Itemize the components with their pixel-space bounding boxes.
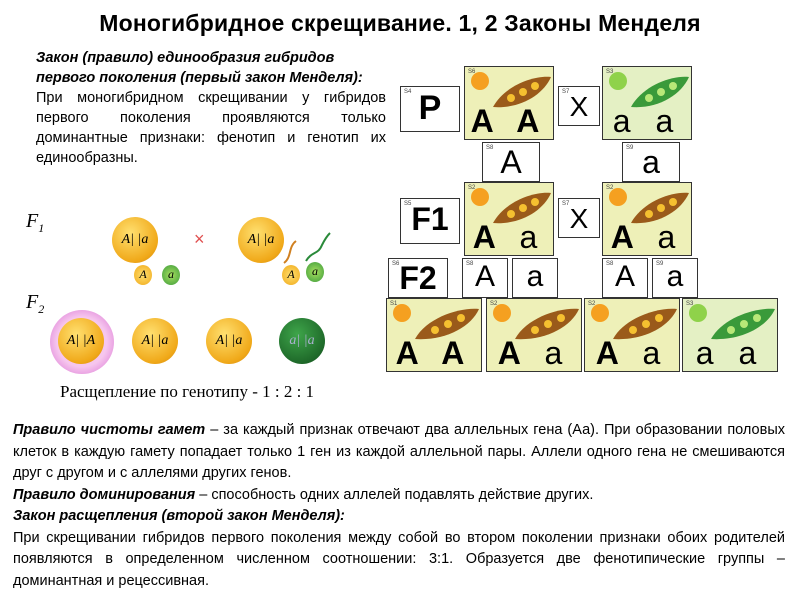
card-f1-label: S5 F1 (400, 198, 460, 244)
gamete-card-a: S9 a (652, 258, 698, 298)
gamete-card-A: S8 A (482, 142, 540, 182)
f2-offspring-AA: A| |A (58, 318, 104, 364)
segregation-law-heading: Закон расщепления (второй закон Менделя): (13, 508, 345, 524)
f2-offspring-Aa: A| |a (206, 318, 252, 364)
f1-label: $F_1$ (26, 210, 45, 235)
gamete-recessive: a (162, 265, 180, 285)
f2-offspring-aa: a| |a (279, 318, 325, 364)
ratio-value: 1 : 2 : 1 (262, 382, 315, 401)
pod-card-Aa: S2 A a (584, 298, 680, 372)
f2-offspring-Aa: A| |a (132, 318, 178, 364)
f2-label: $F_2$ (26, 291, 45, 316)
pod-card-AA: S1 A A (386, 298, 482, 372)
cross-symbol: × (194, 229, 205, 249)
pod-card-Aa: S2 A a (486, 298, 582, 372)
gamete-dominant: A (282, 265, 300, 285)
card-cross: S7 X (558, 86, 600, 126)
segregation-law-body: При скрещивании гибридов первого поколения между собой во втором поколении признаки обоих родителей появляются в определенном численном соотношении: 3:1. Образуется две фенотипические группы – доминантная и рецессивная. (13, 529, 785, 589)
gamete-card-a: a (512, 258, 558, 298)
gamete-card-a: S9 a (622, 142, 680, 182)
card-f2-label: S6 F2 (388, 258, 448, 298)
card-cross: S7 X (558, 198, 600, 238)
gamete-purity-rule: Правило чистоты гамет – за каждый признак отвечают два аллельных гена (Аа). При образовании половых клеток в каждую гамету попадает только 1 ген из каждой аллельной пары. Аллели одного гена не смешиваются друг с другом и с аллелями других генов. (13, 422, 785, 481)
pod-card-AA: S6 A A (464, 66, 554, 140)
gamete-dominant: A (134, 265, 152, 285)
pod-card-Aa: S2 A a (464, 182, 554, 256)
gamete-card-A: S8 A (602, 258, 648, 298)
card-parent-label: S4 P (400, 86, 460, 132)
page-title: Моногибридное скрещивание. 1, 2 Законы Менделя (99, 10, 701, 36)
f1-parent-cell-right: A| |a (238, 217, 284, 263)
first-law-heading: Закон (правило) единообразия гибридов первого поколения (первый закон Менделя): (36, 50, 363, 86)
pod-card-aa: S3 a a (602, 66, 692, 140)
dominance-rule: Правило доминирования – способность одних аллелей подавлять действие других. (13, 486, 594, 503)
rules-text (13, 420, 785, 592)
first-law-body: При моногибридном скрещивании у гибридов первого поколения проявляются только доминантные признаки: фенотип и генотип их единообразны. (36, 90, 386, 166)
f1-parent-cell-left: A| |a (112, 217, 158, 263)
gamete-card-A: S8 A (462, 258, 508, 298)
ratio-label: Расщепление по генотипу - (60, 382, 263, 401)
pod-card-Aa: S2 A a (602, 182, 692, 256)
pod-card-aa: S3 a a (682, 298, 778, 372)
gamete-recessive: a (306, 262, 324, 282)
